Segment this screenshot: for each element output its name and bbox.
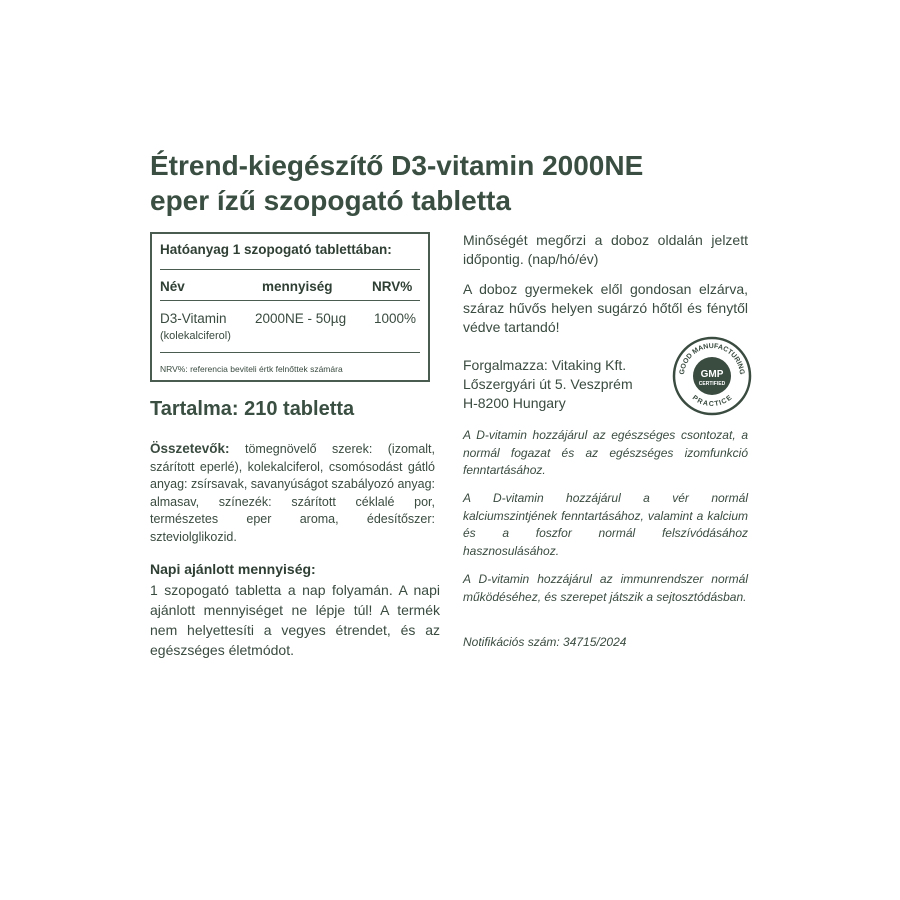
- health-claim-1: A D-vitamin hozzájárul az egészséges csontozat, a normál fogazat és az egészséges izomfunkció fenntartásához.: [463, 428, 748, 477]
- dosage-text: 1 szopogató tabletta a nap folyamán. A napi ajánlott mennyiséget ne lépje túl! A termék nem helyettesíti a vegyes étrendet, és az egészséges életmódot.: [150, 582, 440, 658]
- distributor-line-3: H-8200 Hungary: [463, 395, 566, 411]
- svg-text:PRACTICE: [691, 394, 734, 408]
- col-name-header: Név: [160, 279, 185, 294]
- col-nrv-header: NRV%: [372, 279, 413, 294]
- title-line-1: Étrend-kiegészítő D3-vitamin 2000NE: [150, 150, 644, 181]
- table-heading: Hatóanyag 1 szopogató tablettában:: [160, 242, 392, 257]
- title-line-2: eper ízű szopogató tabletta: [150, 185, 511, 216]
- distributor-line-2: Lőszergyári út 5. Veszprém: [463, 376, 633, 392]
- row-amount: 2000NE - 50µg: [255, 311, 347, 326]
- storage-instructions: A doboz gyermekek elől gondosan elzárva, száraz hűvős helyen sugárzó hőtől és fénytől védve tartandó!: [463, 281, 748, 335]
- notification-number: Notifikációs szám: 34715/2024: [463, 635, 627, 649]
- gmp-bottom-text: PRACTICE: [690, 394, 734, 409]
- row-name: D3-Vitamin: [160, 311, 227, 326]
- table-divider: [160, 300, 420, 301]
- storage-best-before: Minőségét megőrzi a doboz oldalán jelzett időpontig. (nap/hó/év): [463, 232, 748, 267]
- ingredients-label: Összetevők:: [150, 441, 230, 456]
- dosage-label: Napi ajánlott mennyiség:: [150, 561, 316, 577]
- row-nrv: 1000%: [374, 311, 417, 326]
- gmp-center-text: GMP: [700, 369, 724, 380]
- gmp-top-text: GOOD MANUFACTURING: [678, 342, 746, 376]
- table-divider: [160, 269, 420, 270]
- table-divider: [160, 352, 420, 353]
- distributor: [463, 356, 633, 413]
- distributor-line-1: Forgalmazza: Vitaking Kft.: [463, 357, 627, 373]
- ingredients-text: tömegnövelő szerek: (izomalt, szárított eperlé), kolekalciferol, csomósodást gátló anyag: zsírsavak, savanyúságot szabályozó anyag: almasav, színezék: szárított céklalé por, természetes eper aroma, édesítőszer: szteviolglikozid.: [150, 442, 435, 544]
- product-title: [150, 148, 790, 218]
- health-claim-2: A D-vitamin hozzájárul a vér normál kalciumszintjének fenntartásához, valamint a kalcium és a foszfor normál felszívódásához hasznosulásához.: [463, 491, 748, 558]
- health-claim-3: A D-vitamin hozzájárul az immunrendszer normál működéséhez, és szerepet játszik a sejtosztódásban.: [463, 572, 748, 604]
- table-footnote: NRV%: referencia beviteli értk felnőttek számára: [160, 364, 343, 374]
- row-subname: (kolekalciferol): [160, 330, 231, 342]
- col-amount-header: mennyiség: [262, 279, 333, 294]
- contents-count: Tartalma: 210 tabletta: [150, 398, 355, 420]
- gmp-badge-icon: [672, 336, 752, 416]
- ingredients: [150, 440, 435, 546]
- nutrition-table: [150, 232, 430, 382]
- gmp-certified-text: CERTIFIED: [698, 381, 726, 387]
